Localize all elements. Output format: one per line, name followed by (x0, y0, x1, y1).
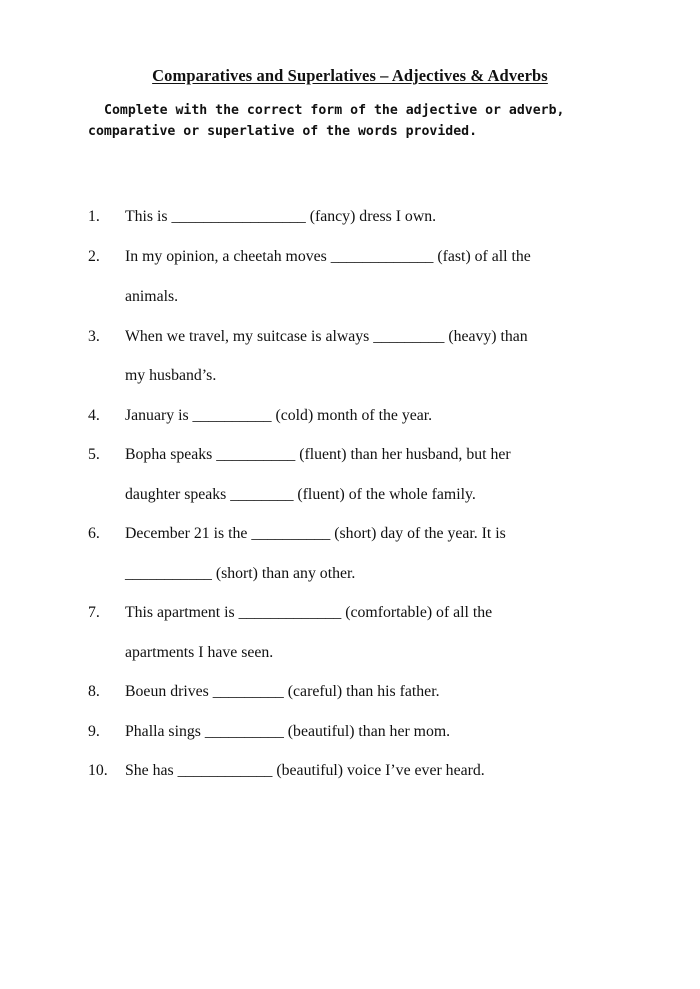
question-number: 4. (88, 407, 100, 424)
question-text: In my opinion, a cheetah moves _____________ (fast) of all the (125, 248, 531, 265)
question-number: 9. (88, 723, 100, 740)
worksheet-title: Comparatives and Superlatives – Adjectives & Adverbs (152, 66, 548, 85)
question-number: 10. (88, 762, 108, 779)
instructions-line-2: comparative or superlative of the words provided. (88, 124, 478, 139)
question-text: ___________ (short) than any other. (125, 565, 356, 582)
question-number: 5. (88, 446, 100, 463)
question-text: Boeun drives _________ (careful) than his father. (125, 683, 440, 700)
question-text: Phalla sings __________ (beautiful) than her mom. (125, 723, 451, 740)
question-text: apartments I have seen. (125, 644, 274, 661)
question-text: She has ____________ (beautiful) voice I’ve ever heard. (125, 762, 485, 779)
instructions-line-1: Complete with the correct form of the adjective or adverb, (104, 103, 565, 118)
question-text: Bopha speaks __________ (fluent) than her husband, but her (125, 446, 511, 463)
question-text: daughter speaks ________ (fluent) of the whole family. (125, 486, 476, 503)
question-number: 2. (88, 248, 100, 265)
question-text: my husband’s. (125, 367, 217, 384)
question-text: This apartment is _____________ (comfortable) of all the (125, 604, 493, 621)
question-text: January is __________ (cold) month of the year. (125, 407, 433, 424)
question-number: 7. (88, 604, 100, 621)
question-text: animals. (125, 288, 179, 305)
question-number: 3. (88, 328, 100, 345)
question-text: This is _________________ (fancy) dress I own. (125, 208, 437, 225)
question-number: 6. (88, 525, 100, 542)
question-text: December 21 is the __________ (short) day of the year. It is (125, 525, 506, 542)
question-text: When we travel, my suitcase is always _________ (heavy) than (125, 328, 528, 345)
question-number: 1. (88, 208, 100, 225)
question-number: 8. (88, 683, 100, 700)
